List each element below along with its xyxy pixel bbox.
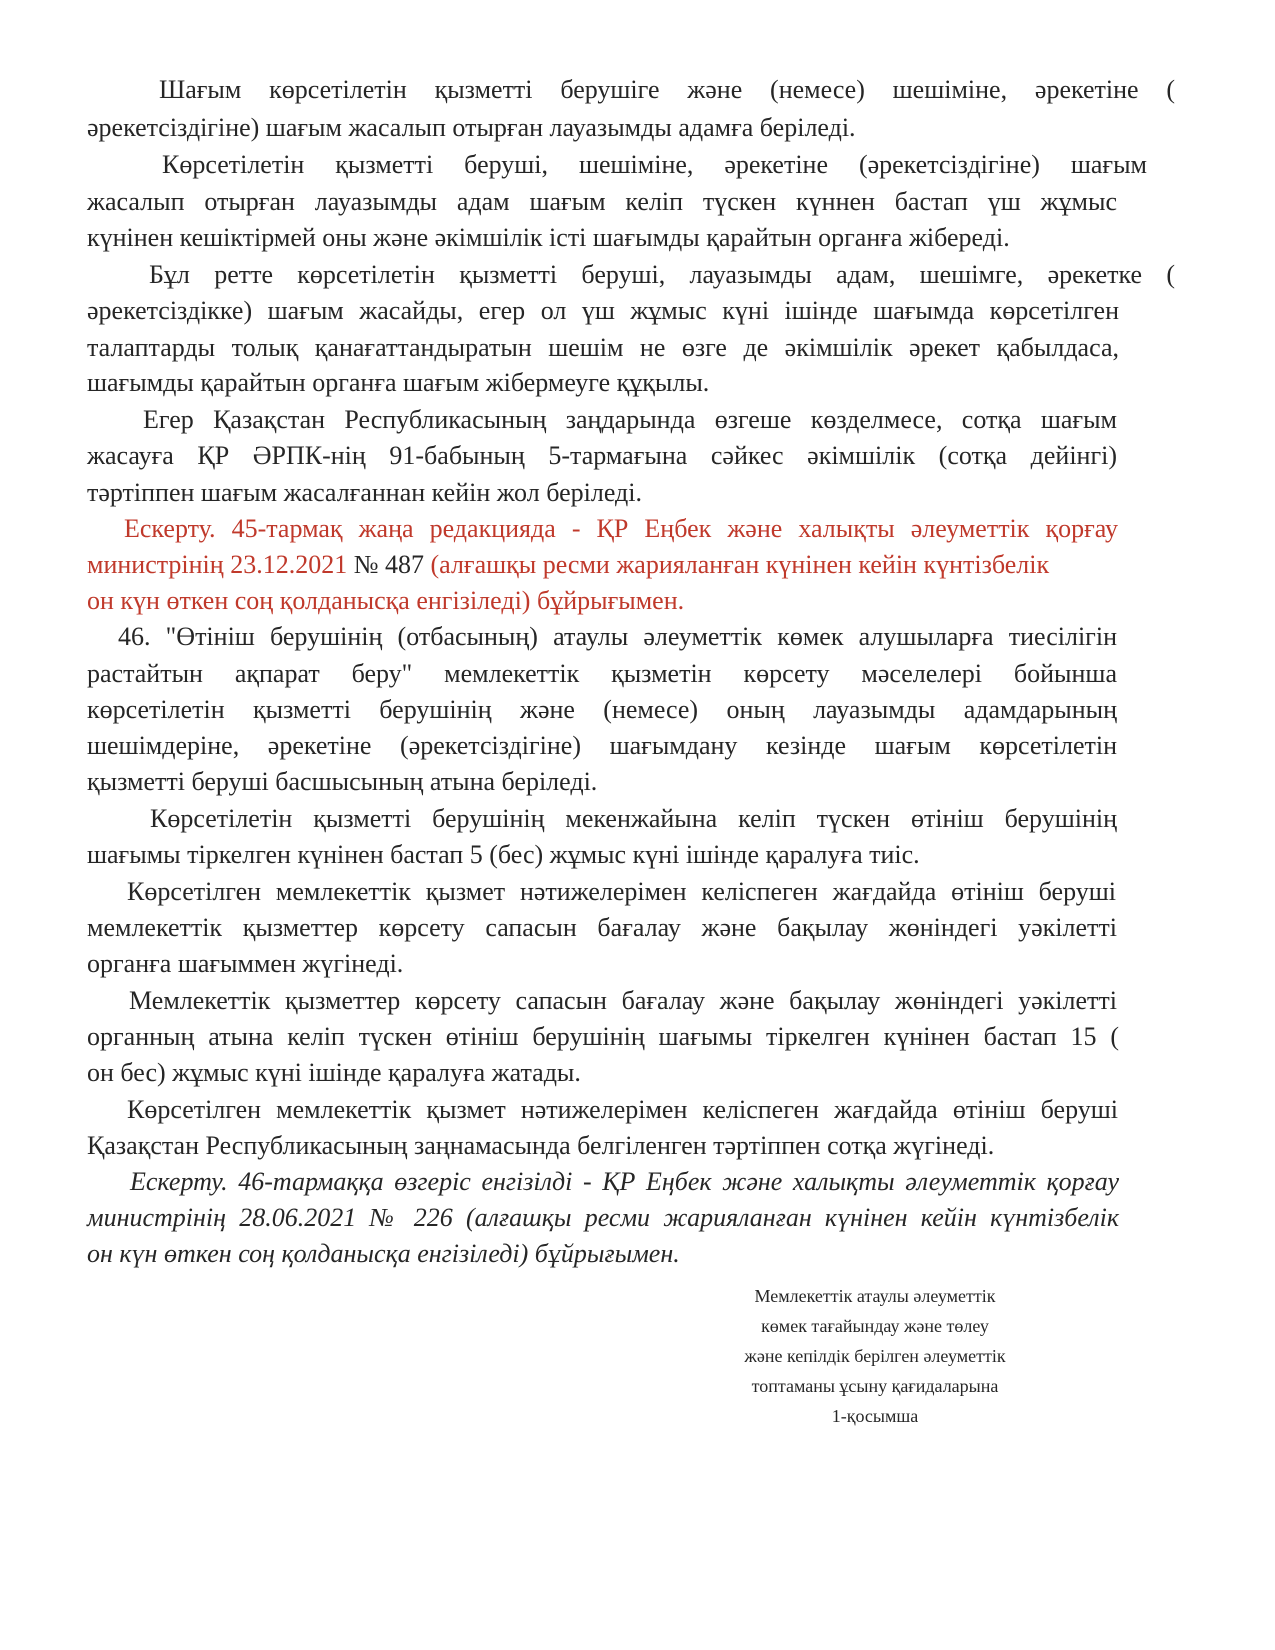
paragraph-line: жасалып отырған лауазымды адам шағым келіп түскен күннен бастап үш жұмыс	[87, 187, 1117, 216]
paragraph-line: әрекетсіздікке) шағым жасайды, егер ол үш жұмыс күні ішінде шағымда көрсетілген	[87, 296, 1119, 325]
paragraph-line: Көрсетілетін қызметті берушінің мекенжайына келіп түскен өтініш берушінің	[150, 804, 1117, 833]
note-46-line: Ескерту. 46-тармаққа өзгеріс енгізілді - ҚР Еңбек және халықты әлеуметтік қорғау	[130, 1167, 1119, 1196]
paragraph-line: мемлекеттік қызметтер көрсету сапасын бағалау және бақылау жөніндегі уәкілетті	[87, 913, 1117, 942]
paragraph-line: растайтын ақпарат беру" мемлекеттік қызметін көрсету мәселелері бойынша	[87, 659, 1117, 688]
paragraph-line: жасауға ҚР ӘРПК-нің 91-бабының 5-тармағына сәйкес әкімшілік (сотқа дейінгі)	[87, 441, 1117, 470]
paragraph-line: қызметті беруші басшысының атына беріледі.	[87, 767, 598, 796]
paragraph-line: көрсетілетін қызметті берушінің және (немесе) оның лауазымды адамдарының	[87, 695, 1117, 724]
paragraph-line: күнінен кешіктірмей оны және әкімшілік істі шағымды қарайтын органға жібереді.	[87, 223, 1010, 252]
paragraph-line: шағымды қарайтын органға шағым жібермеуге құқылы.	[87, 368, 710, 397]
appendix-line: Мемлекеттік атаулы әлеуметтік	[754, 1286, 996, 1306]
paragraph-line: он бес) жұмыс күні ішінде қаралуға жатады.	[87, 1058, 581, 1087]
note-46-line: министрінің 28.06.2021 № 226 (алғашқы ресми жарияланған күнінен кейін күнтізбелік	[87, 1203, 1119, 1232]
paragraph-line: 46. "Өтініш берушінің (отбасының) атаулы әлеуметтік көмек алушыларға тиесілігін	[118, 622, 1117, 651]
note-45-line	[87, 546, 1117, 584]
paragraph-line: шағымы тіркелген күнінен бастап 5 (бес) жұмыс күні ішінде қаралуға тиіс.	[87, 840, 920, 869]
appendix-line: және кепілдік берілген әлеуметтік	[744, 1346, 1006, 1366]
appendix-line: 1-қосымша	[831, 1406, 919, 1426]
note-45-number: № 487	[353, 550, 425, 579]
paragraph-line: Бұл ретте көрсетілетін қызметті беруші, лауазымды адам, шешімге, әрекетке (	[149, 260, 1175, 289]
note-45-date: министрінің 23.12.2021	[87, 550, 348, 579]
paragraph-line: Қазақстан Республикасының заңнамасында белгіленген тәртіппен сотқа жүгінеді.	[87, 1131, 995, 1160]
note-45-line: Ескерту. 45-тармақ жаңа редакцияда - ҚР Еңбек және халықты әлеуметтік қорғау	[124, 514, 1118, 543]
paragraph-line: Шағым көрсетілетін қызметті берушіге және (немесе) шешіміне, әрекетіне (	[159, 75, 1175, 104]
paragraph-line: Мемлекеттік қызметтер көрсету сапасын бағалау және бақылау жөніндегі уәкілетті	[129, 986, 1117, 1015]
paragraph-line: тәртіппен шағым жасалғаннан кейін жол беріледі.	[87, 478, 642, 507]
paragraph-line: органның атына келіп түскен өтініш берушінің шағымы тіркелген күнінен бастап 15 (	[87, 1022, 1119, 1051]
paragraph-line: әрекетсіздігіне) шағым жасалып отырған лауазымды адамға беріледі.	[87, 113, 856, 142]
paragraph-line: талаптарды толық қанағаттандыратын шешім не өзге де әкімшілік әрекет қабылдаса,	[87, 333, 1119, 362]
paragraph-line: Егер Қазақстан Республикасының заңдарында өзгеше көзделмесе, сотқа шағым	[143, 405, 1117, 434]
paragraph-line: Көрсетілген мемлекеттік қызмет нәтижелерімен келіспеген жағдайда өтініш беруші	[127, 1095, 1118, 1124]
appendix-line: көмек тағайындау және төлеу	[761, 1316, 989, 1336]
paragraph-line: Көрсетілетін қызметті беруші, шешіміне, әрекетіне (әрекетсіздігіне) шағым	[162, 150, 1147, 179]
paragraph-line: шешімдеріне, әрекетіне (әрекетсіздігіне) шағымдану кезінде шағым көрсетілетін	[87, 731, 1117, 760]
appendix-line: топтаманы ұсыну қағидаларына	[751, 1376, 999, 1396]
note-45-line: он күн өткен соң қолданысқа енгізіледі) бұйрығымен.	[87, 586, 685, 615]
paragraph-line: органға шағыммен жүгінеді.	[87, 949, 404, 978]
note-45-effective: (алғашқы ресми жарияланған күнінен кейін күнтізбелік	[430, 550, 1050, 579]
paragraph-line: Көрсетілген мемлекеттік қызмет нәтижелерімен келіспеген жағдайда өтініш беруші	[127, 877, 1116, 906]
note-46-line: он күн өткен соң қолданысқа енгізіледі) бұйрығымен.	[87, 1239, 680, 1268]
